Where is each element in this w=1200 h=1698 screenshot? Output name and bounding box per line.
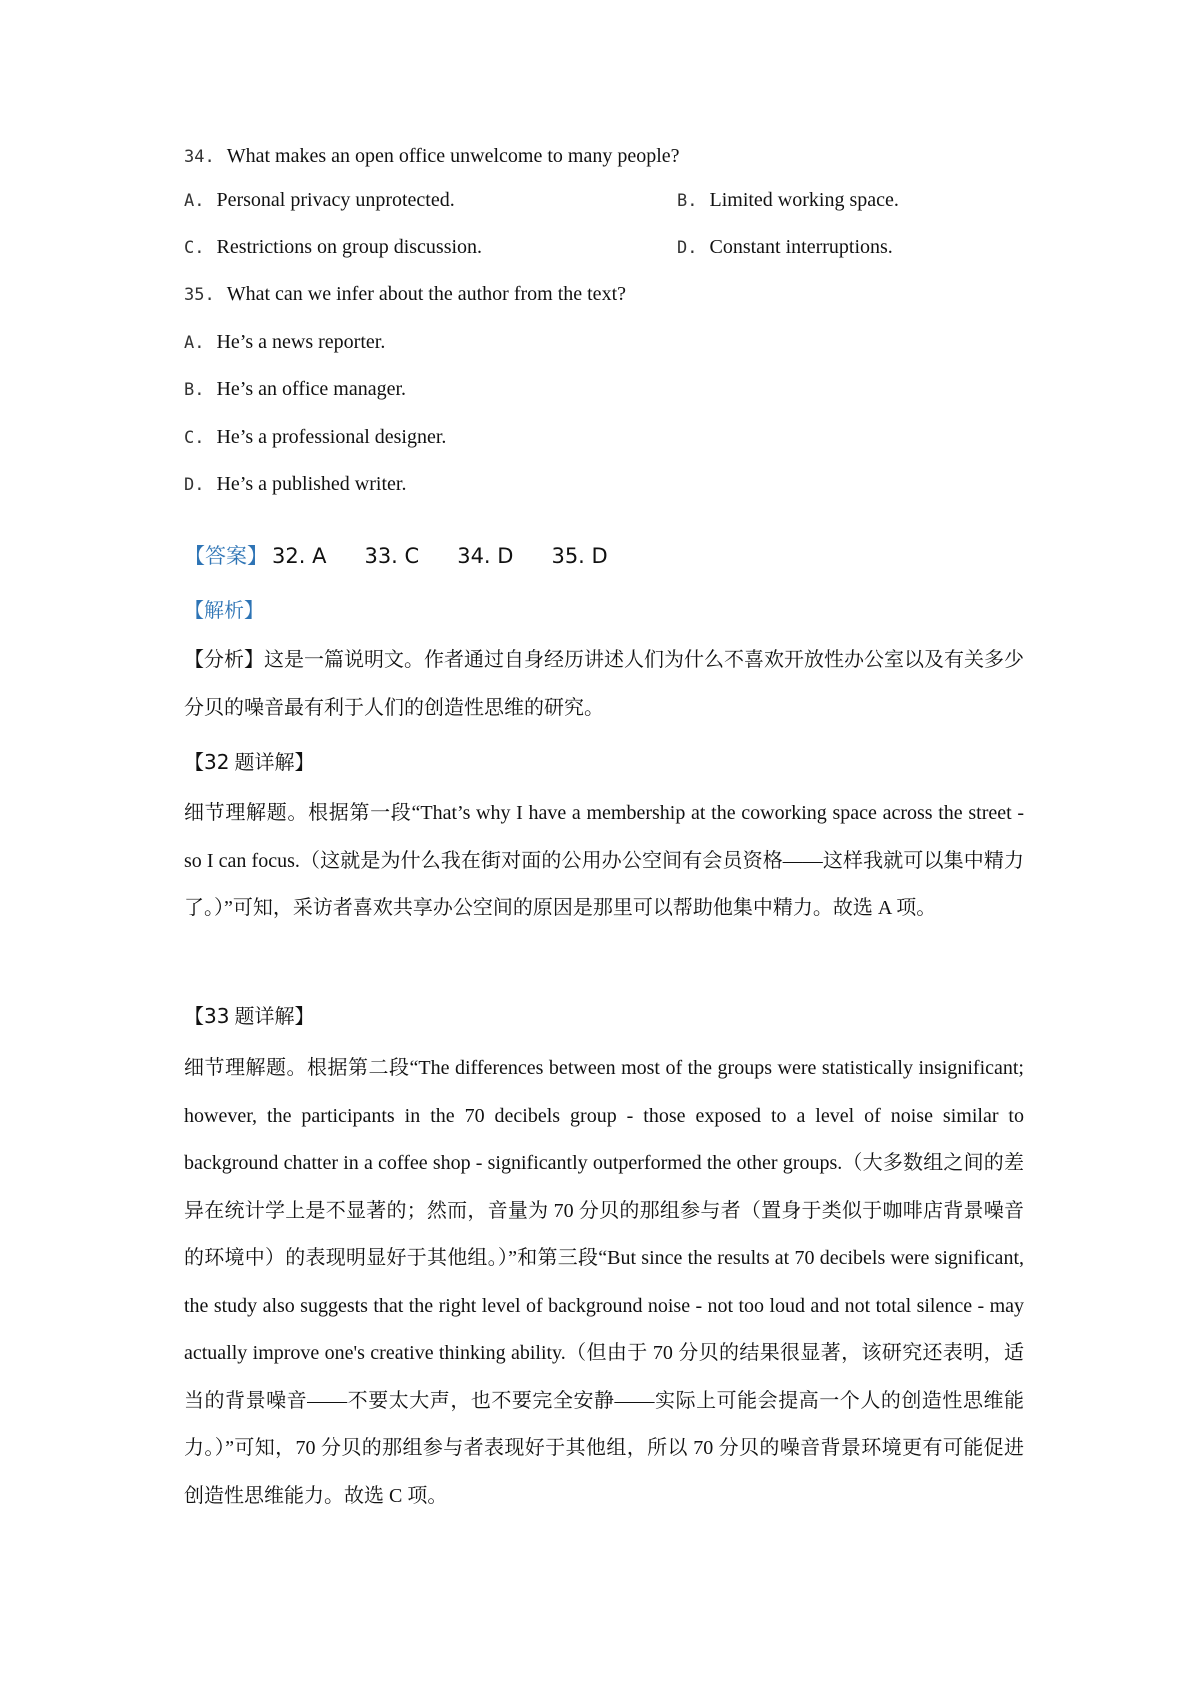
option-text: He’s a published writer. bbox=[216, 473, 407, 495]
option-text: He’s a professional designer. bbox=[216, 426, 447, 448]
analysis-tag: 【解析】 bbox=[184, 600, 264, 622]
question-number: 35. bbox=[184, 285, 215, 305]
option-label: B. bbox=[677, 191, 698, 211]
option-34-d bbox=[677, 233, 1017, 262]
option-35-c bbox=[184, 423, 1024, 452]
detail-33-text: 细节理解题。根据第二段“The differences between most of the groups were statistically insignificant; however, the participants in the 70 decibels group - those exposed to a level of noise similar to background chatter in a coffee shop - significantly outperformed the other groups.（大多数组之间的差异在统计学上是不显著的；然而，音量为 70 分贝的那组参与者（置身于类似于咖啡店背景噪音的环境中）的表现明显好于其他组。）”和第三段“But since the results at 70 decibels were significant, the study also suggests that the right level of background noise - not too loud and not total silence - may actually improve one's creative thinking ability.（但由于 70 分贝的结果很显著，该研究还表明，适当的背景噪音——不要太大声，也不要完全安静——实际上可能会提高一个人的创造性思维能力。）”可知，70 分贝的那组参与者表现好于其他组，所以 70 分贝的噪音背景环境更有可能促进创造性思维能力。故选 C 项。 bbox=[184, 1057, 1024, 1507]
option-text: Limited working space. bbox=[709, 189, 899, 211]
heading-bracket: 【 bbox=[184, 1006, 204, 1028]
option-34-c bbox=[184, 233, 604, 262]
question-number: 34. bbox=[184, 147, 215, 167]
heading-number: 32 bbox=[204, 750, 230, 774]
option-label: C. bbox=[184, 428, 205, 448]
heading-text: 题详解】 bbox=[229, 1006, 315, 1028]
option-label: D. bbox=[677, 238, 698, 258]
detail-32-heading bbox=[184, 748, 1024, 777]
option-text: He’s an office manager. bbox=[216, 378, 407, 400]
question-35 bbox=[184, 280, 1024, 309]
question-stem: What makes an open office unwelcome to many people? bbox=[226, 145, 680, 167]
option-34-b bbox=[677, 186, 1017, 215]
option-label: A. bbox=[184, 333, 205, 353]
option-text: Restrictions on group discussion. bbox=[216, 236, 483, 258]
question-34 bbox=[184, 142, 1024, 171]
answer-item: 32. A bbox=[272, 544, 327, 568]
option-text: Personal privacy unprotected. bbox=[216, 189, 455, 211]
summary-paragraph bbox=[184, 637, 1024, 732]
option-35-b bbox=[184, 375, 1024, 404]
answer-item: 34. D bbox=[457, 544, 514, 568]
question-stem: What can we infer about the author from the text? bbox=[226, 283, 626, 305]
option-label: A. bbox=[184, 191, 205, 211]
heading-number: 33 bbox=[204, 1004, 230, 1028]
option-text: He’s a news reporter. bbox=[216, 331, 386, 353]
option-34-a bbox=[184, 186, 604, 215]
option-label: B. bbox=[184, 380, 205, 400]
summary-text: 这是一篇说明文。作者通过自身经历讲述人们为什么不喜欢开放性办公室以及有关多少分贝的噪音最有利于人们的创造性思维的研究。 bbox=[184, 649, 1024, 719]
option-text: Constant interruptions. bbox=[709, 236, 893, 258]
detail-32-text: 细节理解题。根据第一段“That’s why I have a membership at the coworking space across the street - so I can focus.（这就是为什么我在街对面的公用办公空间有会员资格——这样我就可以集中精力了。）”可知，采访者喜欢共享办公空间的原因是那里可以帮助他集中精力。故选 A 项。 bbox=[184, 802, 1024, 919]
detail-33-heading bbox=[184, 1002, 1024, 1031]
option-label: D. bbox=[184, 475, 205, 495]
answer-line bbox=[184, 542, 1024, 570]
answer-item: 35. D bbox=[551, 544, 608, 568]
summary-tag: 【分析】 bbox=[184, 649, 264, 671]
heading-bracket: 【 bbox=[184, 752, 204, 774]
answer-tag: 【答案】 bbox=[184, 544, 268, 568]
option-35-a bbox=[184, 328, 1024, 357]
answer-item: 33. C bbox=[364, 544, 420, 568]
heading-text: 题详解】 bbox=[229, 752, 315, 774]
option-35-d bbox=[184, 470, 1024, 499]
option-label: C. bbox=[184, 238, 205, 258]
